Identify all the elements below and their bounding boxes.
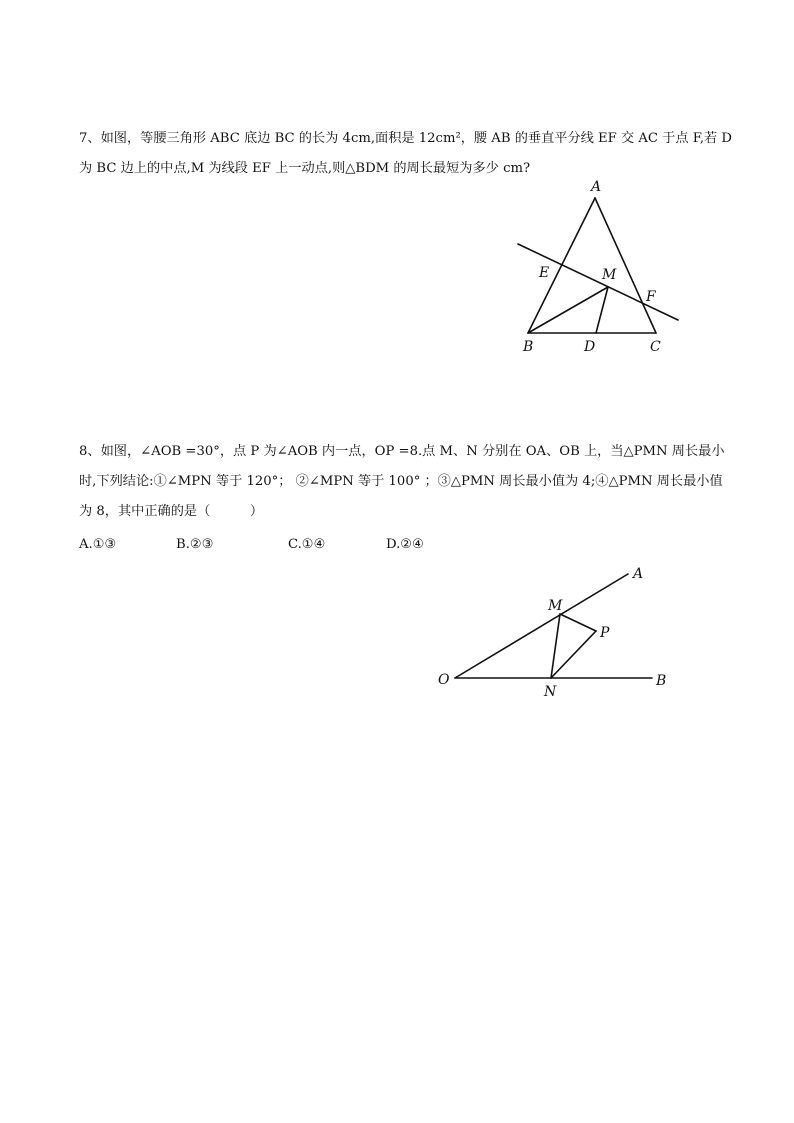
label-n: N: [544, 684, 557, 700]
option-d: D.②④: [386, 537, 424, 552]
label-o: O: [438, 672, 450, 688]
segment-ac: [595, 198, 656, 333]
label-b: B: [523, 339, 534, 355]
label-c: C: [650, 339, 661, 355]
q8-text-line-2: 时,下列结论:①∠MPN 等于 120°； ②∠MPN 等于 100° ；③△PMN 周长最小值为 4;④△PMN 周长最小值: [79, 474, 723, 489]
q8-text-line-3: 为 8，其中正确的是（ ）: [79, 504, 264, 519]
label-p: P: [600, 625, 610, 641]
label-f: F: [646, 289, 656, 305]
q8-angle-figure: [430, 560, 690, 710]
q8-text-line-1: 8、如图，∠AOB =30°，点 P 为∠AOB 内一点，OP =8.点 M、N 分别在 OA、OB 上，当△PMN 周长最小: [79, 444, 725, 459]
option-c: C.①④: [288, 537, 326, 552]
q7-triangle-figure: [510, 175, 690, 360]
option-a: A.①③: [79, 537, 117, 552]
option-b: B.②③: [176, 537, 214, 552]
q7-text-line-2: 为 BC 边上的中点,M 为线段 EF 上一动点,则△BDM 的周长最短为多少 cm?: [79, 161, 531, 176]
label-m: M: [602, 267, 617, 283]
label-m: M: [548, 598, 563, 614]
label-b: B: [656, 673, 667, 689]
segment-mp: [560, 614, 596, 631]
segment-pn: [551, 631, 596, 678]
segment-md: [596, 287, 608, 333]
label-d: D: [584, 339, 596, 355]
line-ef: [518, 244, 678, 320]
label-a: A: [591, 179, 602, 195]
label-a: A: [633, 566, 644, 582]
segment-mn: [551, 614, 560, 678]
label-e: E: [539, 265, 550, 281]
q7-text-line-1: 7、如图，等腰三角形 ABC 底边 BC 的长为 4cm,面积是 12cm²，腰 AB 的垂直平分线 EF 交 AC 于点 F,若 D: [79, 131, 732, 146]
